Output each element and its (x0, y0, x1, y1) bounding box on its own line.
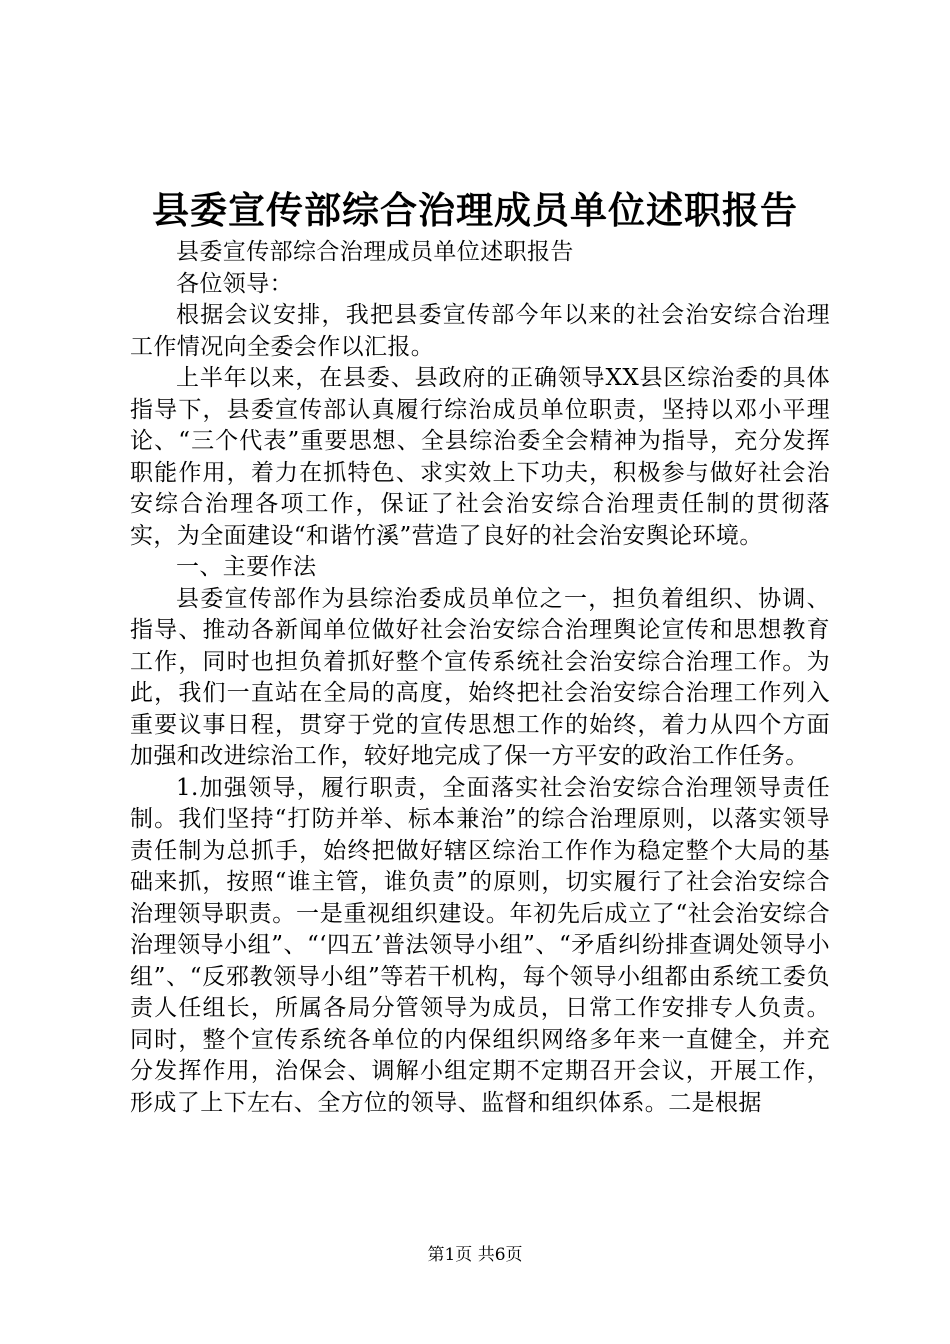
body-paragraph: 县委宣传部综合治理成员单位述职报告 (176, 239, 574, 265)
body-paragraph: 各位领导： (176, 270, 293, 297)
body-paragraph: 县委宣传部作为县综治委成员单位之一，担负着组织、协调、指导、推动各新闻单位做好社会治安综合治理舆论宣传和思想教育工作，同时也担负着抓好整个宣传系统社会治安综合治理工作。为此，我们一直站在全局的高度，始终把社会治安综合治理工作列入重要议事日程，贯穿于党的宣传思想工作的始终，着力从四个方面加强和改进综治工作，较好地完成了保一方平安的政治工作任务。 (130, 585, 830, 769)
section-heading: 一、主要作法 (176, 554, 317, 580)
body-paragraph: 根据会议安排，我把县委宣传部今年以来的社会治安综合治理工作情况向全委会作以汇报。 (130, 302, 830, 360)
body-paragraph: 上半年以来，在县委、县政府的正确领导XX县区综治委的具体指导下，县委宣传部认真履行综治成员单位职责，坚持以邓小平理论、“三个代表”重要思想、全县综治委全会精神为指导，充分发挥职能作用，着力在抓特色、求实效上下功夫，积极参与做好社会治安综合治理各项工作，保证了社会治安综合治理责任制的贯彻落实，为全面建设“和谐竹溪”营造了良好的社会治安舆论环境。 (130, 365, 830, 549)
body-paragraph: 1.加强领导，履行职责，全面落实社会治安综合治理领导责任制。我们坚持“打防并举、标本兼治”的综合治理原则，以落实领导责任制为总抓手，始终把做好辖区综治工作作为稳定整个大局的基础来抓，按照“谁主管，谁负责”的原则，切实履行了社会治安综合治理领导职责。一是重视组织建设。年初先后成立了“社会治安综合治理领导小组”、“‘四五’普法领导小组”、“矛盾纠纷排查调处领导小组”、“反邪教领导小组”等若干机构，每个领导小组都由系统工委负责人任组长，所属各局分管领导为成员，日常工作安排专人负责。同时，整个宣传系统各单位的内保组织网络多年来一直健全，并充分发挥作用，治保会、调解小组定期不定期召开会议，开展工作，形成了上下左右、全方位的领导、监督和组织体系。二是根据 (130, 774, 830, 1116)
document-body (130, 237, 830, 1119)
page-number-footer: 第1页 共6页 (427, 1245, 523, 1265)
document-title: 县委宣传部综合治理成员单位述职报告 (152, 188, 798, 232)
